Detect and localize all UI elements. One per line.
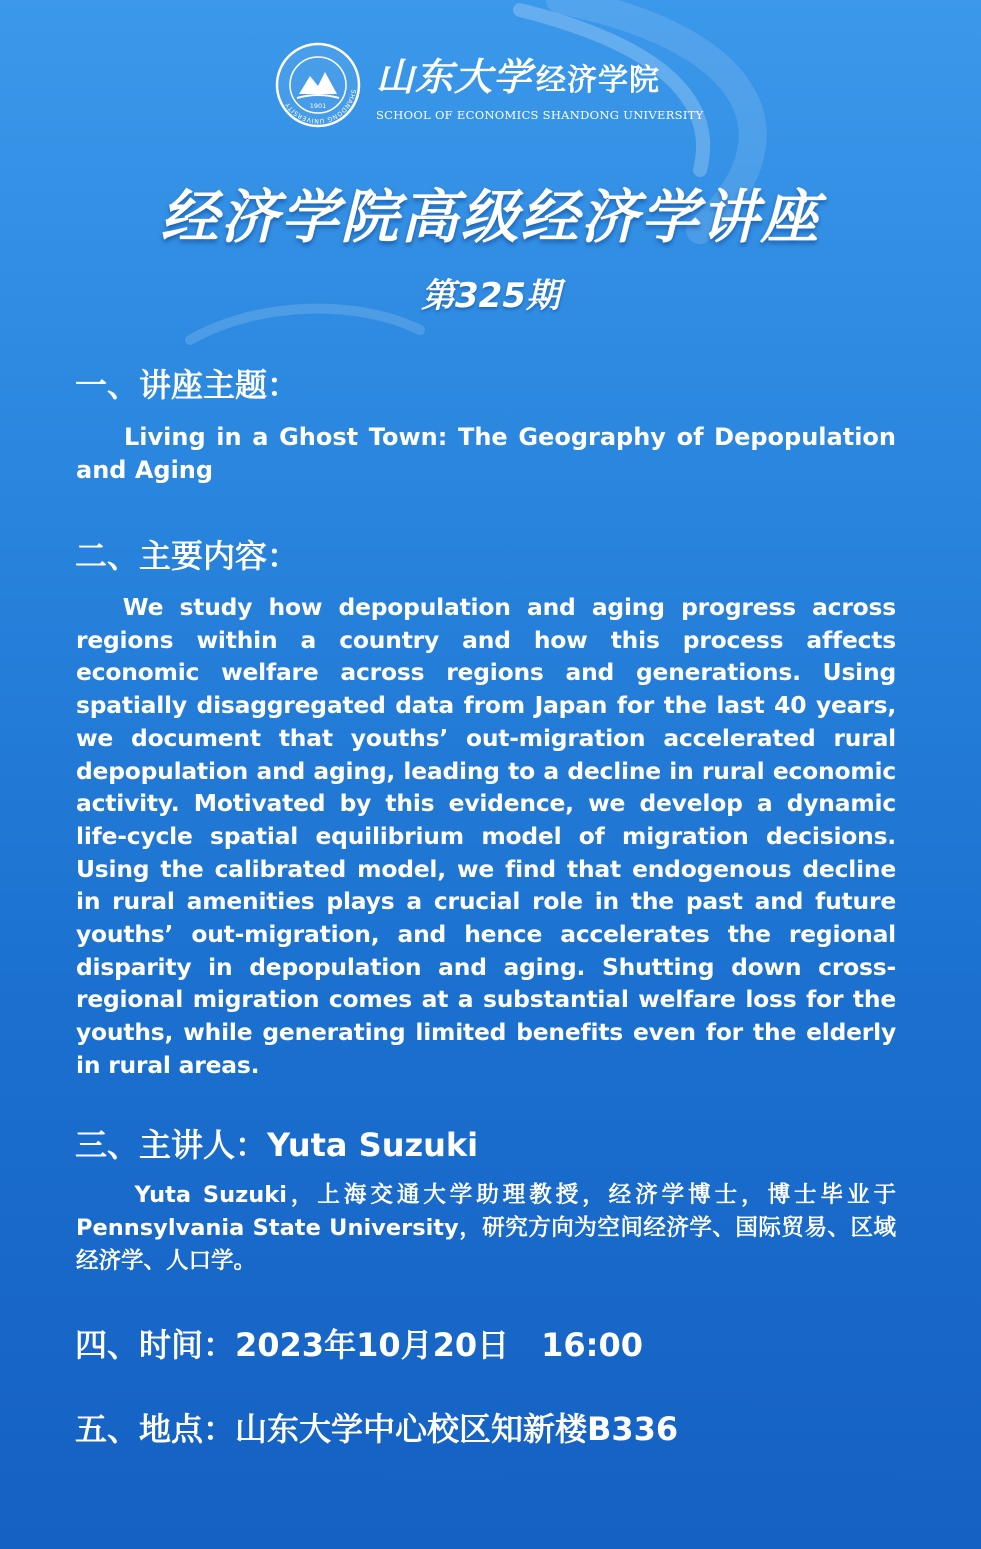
seal-ring-text: SHANDONG UNIVERSITY bbox=[284, 88, 357, 125]
school-name: 经济学院 bbox=[536, 63, 661, 98]
location-heading: 五、地点：山东大学中心校区知新楼B336 bbox=[75, 1410, 679, 1448]
school-logo bbox=[272, 40, 732, 130]
abstract-text: We study how depopulation and aging progress across regions within a country and how this process affects economic welfare across regions and generations. Using spatially disaggregated data from Japan for the last 40 years, we document that youths’ out-migration accelerated rural depopulation and aging, leading to a decline in rural economic activity. Motivated by this evidence, we develop a dynamic life-cycle spatial equilibrium model of migration decisions. Using the calibrated model, we find that endogenous decline in rural amenities plays a crucial role in the past and future youths’ out-migration, and hence accelerates the regional disparity in depopulation and aging. Shutting down cross-regional migration comes at a substantial welfare loss for the youths, while generating limited benefits even for the elderly in rural areas. bbox=[76, 593, 896, 1079]
time-heading: 四、时间：2023年10月20日 16:00 bbox=[75, 1326, 643, 1364]
poster-title: 经济学院高级经济学讲座 bbox=[160, 183, 821, 251]
logo-chinese-name bbox=[376, 46, 660, 101]
issue-number: 第325期 bbox=[421, 276, 560, 316]
topic-text: Living in a Ghost Town: The Geography of Depopulation and Aging bbox=[76, 423, 896, 484]
university-seal-icon bbox=[275, 42, 361, 128]
content-heading: 二、主要内容： bbox=[75, 537, 300, 575]
seal-year: 1901 bbox=[309, 102, 327, 110]
speaker-bio: Yuta Suzuki，上海交通大学助理教授，经济学博士，博士毕业于Pennsylvania State University，研究方向为空间经济学、国际贸易、区域经济学、人口学。 bbox=[76, 1182, 896, 1274]
logo-english-name: SCHOOL OF ECONOMICS SHANDONG UNIVERSITY bbox=[376, 108, 704, 122]
topic-heading: 一、讲座主题： bbox=[75, 366, 300, 404]
speaker-heading: 三、主讲人：Yuta Suzuki bbox=[75, 1126, 479, 1164]
university-name: 山东大学 bbox=[376, 54, 533, 99]
